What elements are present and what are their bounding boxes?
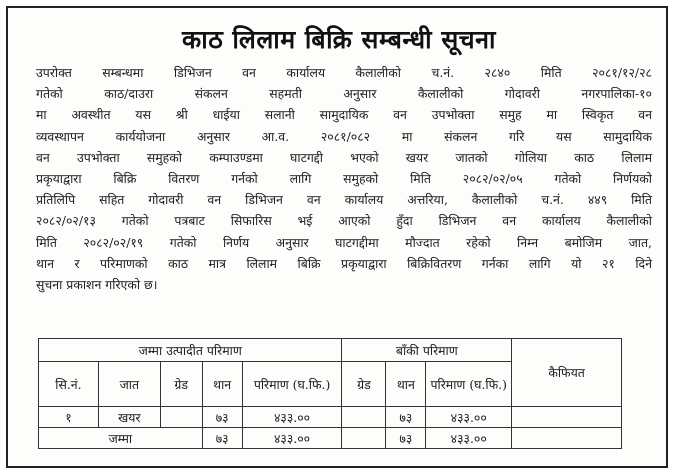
header-volume: परिमाण (घ.फि.) [242, 362, 342, 407]
body-line: प्रकृयाद्वारा बिक्रि वितरण गर्नको लागि समुहको मिति २०८२/०२/०५ गतेको निर्णयको [36, 171, 652, 187]
notice-frame [6, 6, 668, 468]
header-pieces: थान [202, 362, 242, 407]
header-remarks: कैफियत [512, 339, 622, 407]
body-line: थान र परिमाणको काठ मात्र लिलाम बिक्रि प्रकृयाद्वारा बिक्रिवितरण गर्नका लागि यो २१ दिने [36, 255, 652, 271]
body-line: सुचना प्रकाशन गरिएको छ। [36, 277, 158, 293]
cell-grade-remaining [342, 407, 386, 428]
timber-table [38, 338, 622, 449]
header-sn: सि.नं. [39, 362, 99, 407]
cell-pieces-remaining: ७३ [386, 407, 426, 428]
cell-sn: १ [39, 407, 99, 428]
cell-grade [160, 407, 202, 428]
total-volume-remaining: ४३३.०० [426, 428, 512, 449]
total-remarks [512, 428, 622, 449]
body-line: गतेको काठ/दाउरा संकलन सहमती अनुसार कैलालीको गोदावरी नगरपालिका-१० [36, 86, 652, 102]
total-label: जम्मा [39, 428, 203, 449]
cell-species: खयर [98, 407, 160, 428]
group-header-remaining: बाँकी परिमाण [342, 339, 512, 362]
header-species: जात [98, 362, 160, 407]
body-line: मिति २०८२/०२/१९ गतेको निर्णय अनुसार घाटगद्दीमा मौज्दात रहेको निम्न बमोजिम जात, [36, 234, 652, 250]
header-grade: ग्रेड [160, 362, 202, 407]
table-row [39, 407, 622, 428]
total-pieces: ७३ [202, 428, 242, 449]
total-grade-remaining [342, 428, 386, 449]
cell-remarks [512, 407, 622, 428]
cell-volume-remaining: ४३३.०० [426, 407, 512, 428]
body-line: मा अवस्थीत यस श्री धाईया सलानी सामुदायिक वन उपभोक्ता समुह मा स्विकृत वन [36, 107, 652, 123]
body-line: उपरोक्त सम्बन्धमा डिभिजन वन कार्यालय कैलालीको च.नं. २८४० मिति २०८१/१२/२८ [36, 65, 652, 80]
notice-title: काठ लिलाम बिक्रि सम्बन्धी सूचना [182, 25, 496, 54]
body-line: व्यवस्थापन कार्ययोजना अनुसार आ.व. २०८१/०८२ मा संकलन गरि यस सामुदायिक [36, 128, 652, 144]
body-line: २०८२/०२/१३ गतेको पत्रबाट सिफारिस भई आएको हुँदा डिभिजन वन कार्यालय कैलालीको [36, 213, 652, 229]
total-pieces-remaining: ७३ [386, 428, 426, 449]
notice-body [36, 62, 652, 295]
header-pieces-remaining: थान [386, 362, 426, 407]
total-volume: ४३३.०० [242, 428, 342, 449]
header-grade-remaining: ग्रेड [342, 362, 386, 407]
cell-pieces: ७३ [202, 407, 242, 428]
group-header-produced: जम्मा उत्पादीत परिमाण [39, 339, 342, 362]
body-line: प्रतिलिपि सहित गोदावरी वन डिभिजन वन कार्यालय अत्तरिया, कैलालीको च.नं. ४४९ मिति [36, 192, 652, 208]
body-line: वन उपभोक्ता समुहको कम्पाउण्डमा घाटगद्दी भएको खयर जातको गोलिया काठ लिलाम [36, 149, 652, 165]
total-row [39, 428, 622, 449]
cell-volume: ४३३.०० [242, 407, 342, 428]
header-volume-remaining: परिमाण (घ.फि.) [426, 362, 512, 407]
